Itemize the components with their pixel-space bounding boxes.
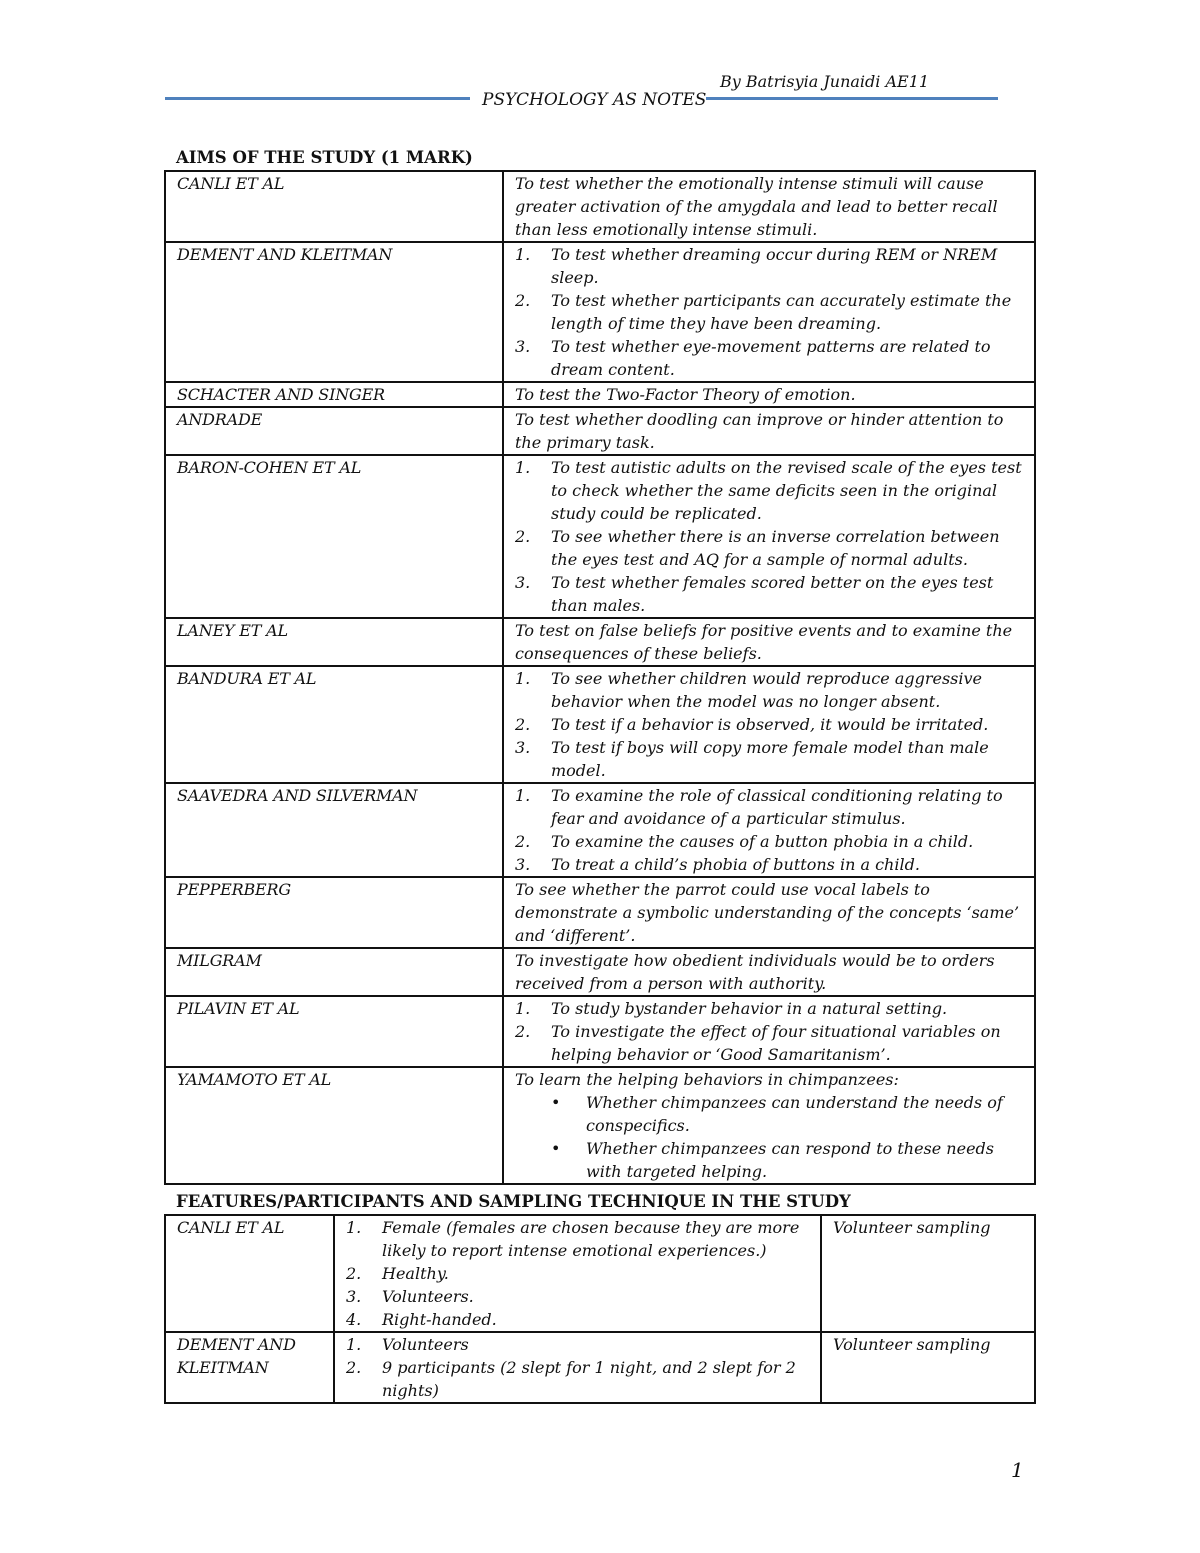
- study-name: DEMENT AND KLEITMAN: [165, 242, 503, 382]
- aim-cell: [503, 455, 1035, 618]
- list-item: 2. To investigate the effect of four situational variables on helping behavior or ‘Good Samaritanism’.: [515, 1022, 1001, 1064]
- study-name: SCHACTER AND SINGER: [165, 382, 503, 407]
- table-row: [165, 455, 1035, 618]
- list-item: 2. To see whether there is an inverse correlation between the eyes test and AQ for a sample of normal adults.: [515, 527, 1000, 569]
- list-item: 1. To study bystander behavior in a natural setting.: [515, 999, 948, 1018]
- aims-table: [164, 170, 1036, 1185]
- page-number: 1: [1011, 1458, 1024, 1482]
- sampling-technique: Volunteer sampling: [821, 1332, 1035, 1403]
- author-credit: By Batrisyia Junaidi AE11: [720, 72, 930, 91]
- aim-text: To investigate how obedient individuals would be to orders received from a person with authority.: [503, 948, 1035, 996]
- table-row: [165, 382, 1035, 407]
- study-name: DEMENT AND KLEITMAN: [165, 1332, 334, 1403]
- list-item: 3. To test if boys will copy more female model than male model.: [515, 738, 989, 780]
- list-item: 1. Volunteers: [346, 1335, 469, 1354]
- list-item: 3. To treat a child’s phobia of buttons in a child.: [515, 855, 920, 874]
- table-row: [165, 996, 1035, 1067]
- features-list: [346, 1216, 814, 1331]
- bullet-icon: •: [551, 1093, 561, 1112]
- aim-list: [515, 784, 1028, 876]
- list-item: 1. To test whether dreaming occur during REM or NREM sleep.: [515, 245, 998, 287]
- aim-cell: [503, 1067, 1035, 1184]
- list-item: 1. To see whether children would reproduce aggressive behavior when the model was no longer absent.: [515, 669, 983, 711]
- features-heading: FEATURES/PARTICIPANTS AND SAMPLING TECHNIQUE IN THE STUDY: [176, 1192, 851, 1211]
- document-title: PSYCHOLOGY AS NOTES: [482, 90, 707, 110]
- aim-list: [515, 667, 1028, 782]
- list-item: 4. Right-handed.: [346, 1310, 497, 1329]
- study-name: PEPPERBERG: [165, 877, 503, 948]
- list-item: 3. Volunteers.: [346, 1287, 474, 1306]
- table-row: [165, 171, 1035, 242]
- table-row: [165, 1332, 1035, 1403]
- aim-text: To test whether doodling can improve or hinder attention to the primary task.: [503, 407, 1035, 455]
- study-name: BARON-COHEN ET AL: [165, 455, 503, 618]
- table-row: [165, 948, 1035, 996]
- study-name: CANLI ET AL: [165, 171, 503, 242]
- study-name: SAAVEDRA AND SILVERMAN: [165, 783, 503, 877]
- table-row: [165, 242, 1035, 382]
- aim-text: To see whether the parrot could use vocal labels to demonstrate a symbolic understanding of the concepts ‘same’ and ‘different’.: [503, 877, 1035, 948]
- list-item: 2. To test if a behavior is observed, it would be irritated.: [515, 715, 989, 734]
- table-row: [165, 877, 1035, 948]
- aim-text: To test whether the emotionally intense stimuli will cause greater activation of the amygdala and lead to better recall than less emotionally intense stimuli.: [503, 171, 1035, 242]
- table-row: [165, 407, 1035, 455]
- sampling-technique: Volunteer sampling: [821, 1215, 1035, 1332]
- list-item: 1. To examine the role of classical conditioning relating to fear and avoidance of a particular stimulus.: [515, 786, 1003, 828]
- aim-bullets: [515, 1091, 1028, 1183]
- list-item: 1. Female (females are chosen because they are more likely to report intense emotional experiences.): [346, 1218, 800, 1260]
- list-item: 2. Healthy.: [346, 1264, 449, 1283]
- table-row: [165, 1067, 1035, 1184]
- study-name: ANDRADE: [165, 407, 503, 455]
- aim-cell: [503, 783, 1035, 877]
- aim-cell: [503, 996, 1035, 1067]
- study-name: CANLI ET AL: [165, 1215, 334, 1332]
- aims-heading: AIMS OF THE STUDY (1 MARK): [176, 148, 473, 167]
- aim-list: [515, 456, 1028, 617]
- aim-text: To test on false beliefs for positive events and to examine the consequences of these beliefs.: [503, 618, 1035, 666]
- aim-cell: [503, 666, 1035, 783]
- study-name: BANDURA ET AL: [165, 666, 503, 783]
- features-list: [346, 1333, 814, 1402]
- list-item: 2. 9 participants (2 slept for 1 night, and 2 slept for 2 nights): [346, 1358, 796, 1400]
- list-item: 1. To test autistic adults on the revised scale of the eyes test to check whether the same deficits seen in the original study could be replicated.: [515, 458, 1022, 523]
- study-name: YAMAMOTO ET AL: [165, 1067, 503, 1184]
- list-item: • Whether chimpanzees can understand the needs of conspecifics.: [551, 1093, 1003, 1135]
- list-item: • Whether chimpanzees can respond to these needs with targeted helping.: [551, 1139, 994, 1181]
- table-row: [165, 618, 1035, 666]
- study-name: PILAVIN ET AL: [165, 996, 503, 1067]
- list-item: 2. To examine the causes of a button phobia in a child.: [515, 832, 974, 851]
- aim-intro: To learn the helping behaviors in chimpanzees:: [515, 1070, 899, 1089]
- features-table: [164, 1214, 1036, 1404]
- aim-text: To test the Two-Factor Theory of emotion.: [503, 382, 1035, 407]
- features-cell: [334, 1215, 821, 1332]
- aim-list: [515, 997, 1028, 1066]
- list-item: 3. To test whether eye-movement patterns are related to dream content.: [515, 337, 991, 379]
- features-cell: [334, 1332, 821, 1403]
- table-row: [165, 1215, 1035, 1332]
- header-rule-left: [165, 97, 470, 100]
- table-row: [165, 666, 1035, 783]
- aim-list: [515, 243, 1028, 381]
- study-name: MILGRAM: [165, 948, 503, 996]
- list-item: 3. To test whether females scored better on the eyes test than males.: [515, 573, 994, 615]
- header-rule-right: [706, 97, 998, 100]
- list-item: 2. To test whether participants can accurately estimate the length of time they have been dreaming.: [515, 291, 1012, 333]
- bullet-icon: •: [551, 1139, 561, 1158]
- table-row: [165, 783, 1035, 877]
- study-name: LANEY ET AL: [165, 618, 503, 666]
- aim-cell: [503, 242, 1035, 382]
